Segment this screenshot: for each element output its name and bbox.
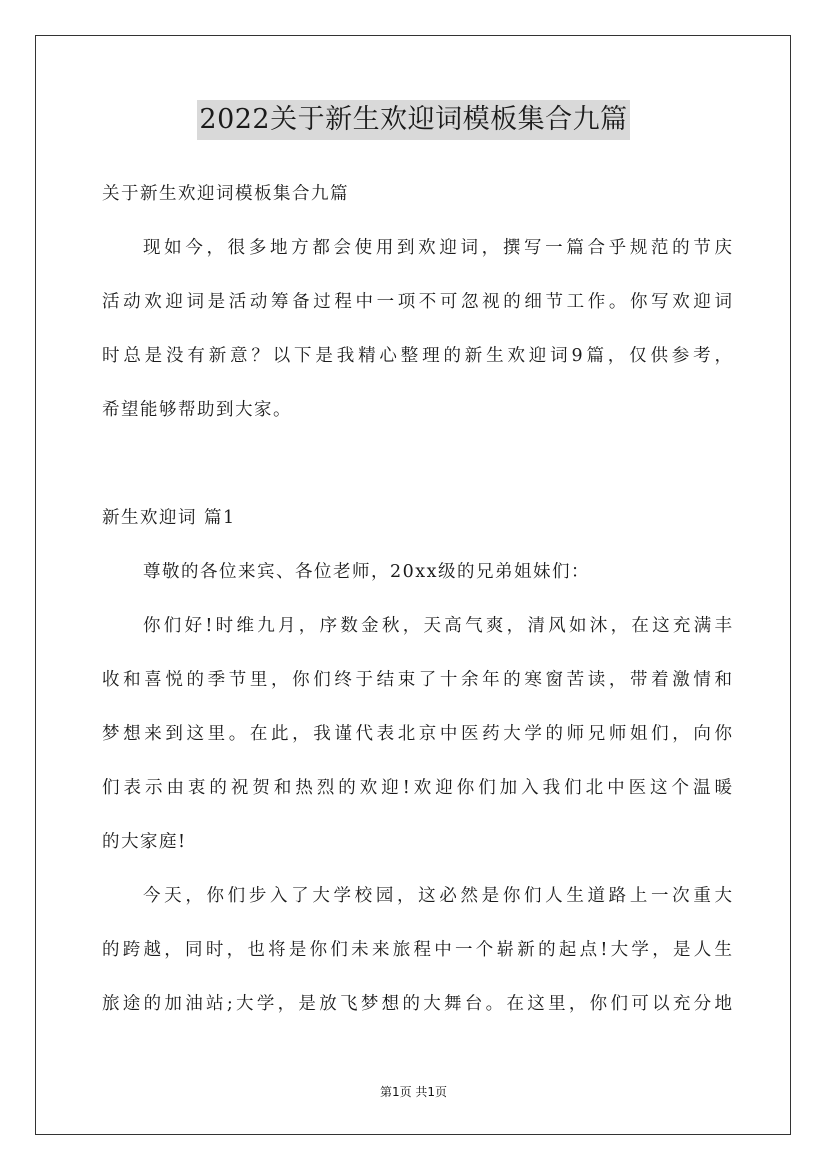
title-container — [0, 100, 827, 140]
para1-line-5: 的大家庭! — [102, 832, 187, 852]
para2-line-3: 旅途的加油站;大学，是放飞梦想的大舞台。在这里，你们可以充分地 — [102, 994, 732, 1014]
para1-line-2: 收和喜悦的季节里，你们终于结束了十余年的寒窗苦读，带着激情和 — [102, 670, 732, 690]
intro-line-1: 现如今，很多地方都会使用到欢迎词，撰写一篇合乎规范的节庆 — [143, 238, 732, 258]
intro-line-3: 时总是没有新意？以下是我精心整理的新生欢迎词9篇，仅供参考， — [102, 346, 732, 366]
document-title: 2022关于新生欢迎词模板集合九篇 — [197, 100, 629, 140]
para2-line-1: 今天，你们步入了大学校园，这必然是你们人生道路上一次重大 — [143, 886, 732, 906]
intro-line-2: 活动欢迎词是活动筹备过程中一项不可忽视的细节工作。你写欢迎词 — [102, 292, 732, 312]
intro-line-4: 希望能够帮助到大家。 — [102, 400, 292, 420]
para1-line-1: 你们好!时维九月，序数金秋，天高气爽，清风如沐，在这充满丰 — [143, 616, 732, 636]
subtitle-line: 关于新生欢迎词模板集合九篇 — [102, 184, 349, 204]
page-footer: 第1页 共1页 — [379, 1085, 448, 1099]
section-heading: 新生欢迎词 篇1 — [102, 508, 236, 528]
para1-line-4: 们表示由衷的祝贺和热烈的欢迎!欢迎你们加入我们北中医这个温暖 — [102, 778, 732, 798]
document-body — [102, 173, 732, 1037]
para2-line-2: 的跨越，同时，也将是你们未来旅程中一个崭新的起点!大学，是人生 — [102, 940, 732, 960]
greeting-line: 尊敬的各位来宾、各位老师，20xx级的兄弟姐妹们： — [143, 562, 591, 582]
para1-line-3: 梦想来到这里。在此，我谨代表北京中医药大学的师兄师姐们，向你 — [102, 724, 732, 744]
section-gap — [102, 443, 732, 497]
